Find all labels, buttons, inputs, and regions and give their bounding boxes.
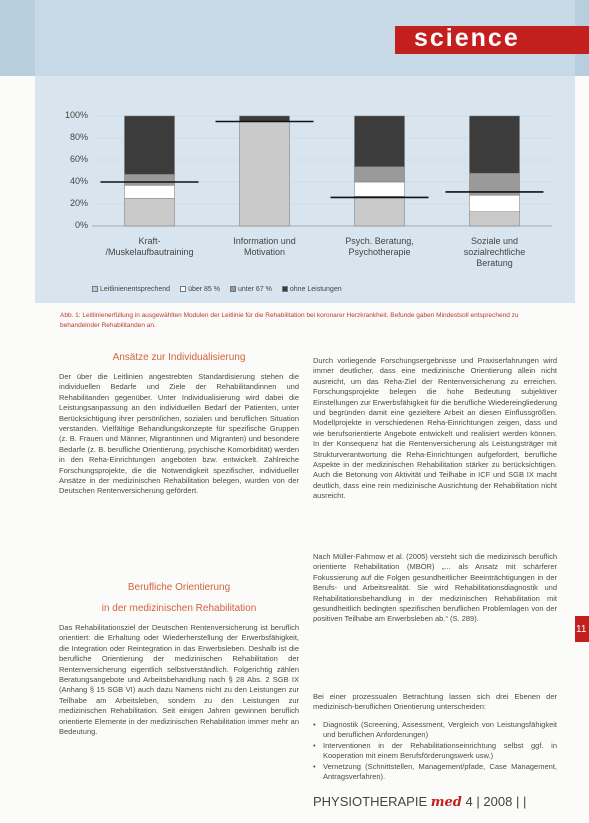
section-heading-individualisierung: Ansätze zur Individualisierung [112,352,246,363]
legend-label: über 85 % [188,286,220,293]
y-tick-label: 0% [74,220,88,230]
x-category-label-line: Psychotherapie [348,247,411,257]
x-category-label [100,236,200,258]
journal-name: PHYSIOTHERAPIE [313,794,428,809]
section-heading-berufliche-orientierung: Berufliche Orientierung [127,582,231,593]
right-column-para-3 [313,692,557,713]
right-column-bullets [313,720,557,782]
x-category-label-line: Kraft- [138,236,161,246]
legend-swatch [230,286,236,292]
y-tick-label: 100% [64,110,88,120]
bar-segment [470,116,520,173]
x-category-label-line: Soziale und [470,236,519,246]
footer-separator: | [515,794,520,809]
bar-segment [355,167,405,182]
bar-segment [125,185,175,198]
x-category-label [215,236,315,258]
bar-segment [355,196,405,226]
legend-swatch [92,286,98,292]
footer-issue: 4 [465,794,473,809]
y-tick-label: 80% [69,132,88,142]
x-category-label-line: sozialrechtliche [463,247,526,257]
legend-item [230,286,272,293]
paragraph: Nach Müller-Fahrnow et al. (2005) versteht sich die medizinisch beruflich orientierte Rehabilitation (MBOR) „... als Ansatz mit schärferer Fokussierung auf die Folgen gesundheitlicher Beeinträchtigungen in der Berufs- und Arbeitsrealität. Sie wird Rehabilitationsdiagnostik und Rehabilitationsbehandlung in der medizinischen Rehabilitation mit gesundheitlich bedingten spezifischen beruflichen Problemlagen von der positiven Teilhabe am Erwerbsleben ab.“ (S. 289). [313,552,557,624]
bar-segment [240,122,290,227]
x-category-label-line: Psych. Beratung, [345,236,414,246]
y-tick-label: 20% [69,198,88,208]
bar-segment [125,116,175,174]
paragraph: Bei einer prozessualen Betrachtung lassen sich drei Ebenen der medizinisch-beruflichen Orientierung unterscheiden: [313,692,557,712]
footer-year: 2008 [483,794,513,809]
y-tick-label: 60% [69,154,88,164]
left-column-para-2 [59,623,299,737]
footer [313,794,526,810]
paragraph: Der über die Leitlinien angestrebten Standardisierung stehen die individuellen Bedarfe und Ziele der Rehabilitandinnen und Rehabilitanden gegenüber. Unter Individualisierung wird dabei die Leistungsanpassung an den individuellen Bedarf der Patienten, unter Berücksichtigung ihrer persönlichen, sozialen und beruflichen Situation verstanden. Vielfältige Behandlungskonzepte für spezifische Gruppen (z. B. Frauen und Männer, Migrantinnen und Migranten) und besondere Bedarfe (z. B. berufliche Orientierung, psychische Komorbidität) werden in den Reha-Einrichtungen angeboten bzw. entwickelt. Zahlreiche Forschungsprojekte, die die Notwendigkeit spezifischer, individueller Ansätze in der medizinischen Rehabilitation belegen, wurden von der Deutschen Rentenversicherung gefördert. [59,372,299,496]
legend-item [282,286,342,293]
legend-swatch [282,286,288,292]
x-category-label-line: Beratung [476,258,513,268]
x-category-label-line: /Muskelaufbautraining [105,247,194,257]
legend-item [92,286,170,293]
bar-segment [240,116,290,122]
x-category-label-line: Motivation [243,247,286,257]
bar-segment [470,195,520,212]
bar-segment [355,182,405,196]
legend-swatch [180,286,186,292]
stacked-bar-chart [52,90,562,300]
legend-item [180,286,220,293]
paragraph: Durch vorliegende Forschungsergebnisse und Praxiserfahrungen wird immer deutlicher, dass eine medizinische Orientierung allein nicht ausreicht, um das Reha-Ziel der Rentenversicherung zu erreichen. Forschungsprojekte belegen die hohe Bedeutung subjektiver Einstellungen zur Erwerbsfähigkeit für die berufliche Wiedereingliederung und begründen damit eine gezieltere Arbeit an diesen Einflussgrößen. Modellprojekte in verschiedenen Reha-Einrichtungen zeigen, dass und wie berufsorientierte Angebote entwickelt und realisiert werden können. In der Konsequenz hat die Rentenversicherung als Leistungsträger mit Strukturverantwortung die Reha-Einrichtungen aufgefordert, berufliche Aspekte in der medizinischen Rehabilitation stärker zu berücksichtigen. Auch die Betonung von Aktivität und Teilhabe in ICF und SGB IX macht deutlich, dass eine rein medizinische Ausrichtung der Rehabilitation nicht ausreicht. [313,356,557,501]
right-column-para-1 [313,356,557,502]
journal-name-med: med [430,795,462,810]
bullet-list [313,720,557,782]
bar-segment [355,116,405,167]
bar-segment [125,199,175,227]
legend-label: ohne Leistungen [289,286,342,293]
bullet-item: • Interventionen in der Rehabilitationseinrichtung selbst ggf. in Kooperation mit einem Berufsförderungswerk usw.) [313,741,557,762]
x-category-label-line: Information und [233,236,296,246]
footer-separator: | [522,794,527,809]
side-page-number: 11 [576,624,587,635]
bar-segment [125,174,175,185]
bullet-item: • Vernetzung (Schnittstellen, Management/pfade, Case Management, Antragsverfahren). [313,762,557,783]
chart-legend [92,286,352,293]
legend-label: Leitlinienentsprechend [100,286,171,293]
footer-separator: | [476,794,480,809]
left-column-para-1 [59,372,299,497]
legend-label: unter 67 % [237,286,272,293]
x-category-label [330,236,430,258]
bullet-item: • Diagnostik (Screening, Assessment, Vergleich von Leistungsfähigkeit und beruflichen Anforderungen) [313,720,557,741]
bar-segment [470,212,520,226]
right-column-para-2 [313,552,557,625]
x-category-label [445,236,545,269]
section-title: science [414,24,520,52]
figure-caption: Abb. 1: Leitlinienerfüllung in ausgewählten Modulen der Leitlinie für die Rehabilitation bei koronarer Herzkrankheit. Befunde gaben Mindestsoll entsprechend zu behandelnder Rehabilitanden an. [60,312,519,329]
y-tick-label: 40% [69,176,88,186]
paragraph: Das Rehabilitationsziel der Deutschen Rentenversicherung ist beruflich orientiert: die Erhaltung oder Wiederherstellung der Erwerbsfähigkeit, die Integration oder Reintegration in das Erwerbsleben. Deshalb ist die berufliche Orientierung der medizinischen Rehabilitation der Rentenversicherung eigentlich selbstverständlich. Folgerichtig zählen Beratungsangebote und Arbeitsbehandlung nach § 28 Abs. 2 SGB IX (Anhang § 15 SGB VI) auch dazu Namens nicht zu den Leistungen zur Teilhabe am Arbeitsleben, sondern zu den Leistungen zur medizinischen Rehabilitation. Seit einigen Jahren gewinnen beruflich orientierte Elemente in der medizinischen Rehabilitation immer mehr an Bedeutung. [59,623,299,737]
section-subheading-medizinische-rehabilitation: in der medizinischen Rehabilitation [101,603,257,614]
